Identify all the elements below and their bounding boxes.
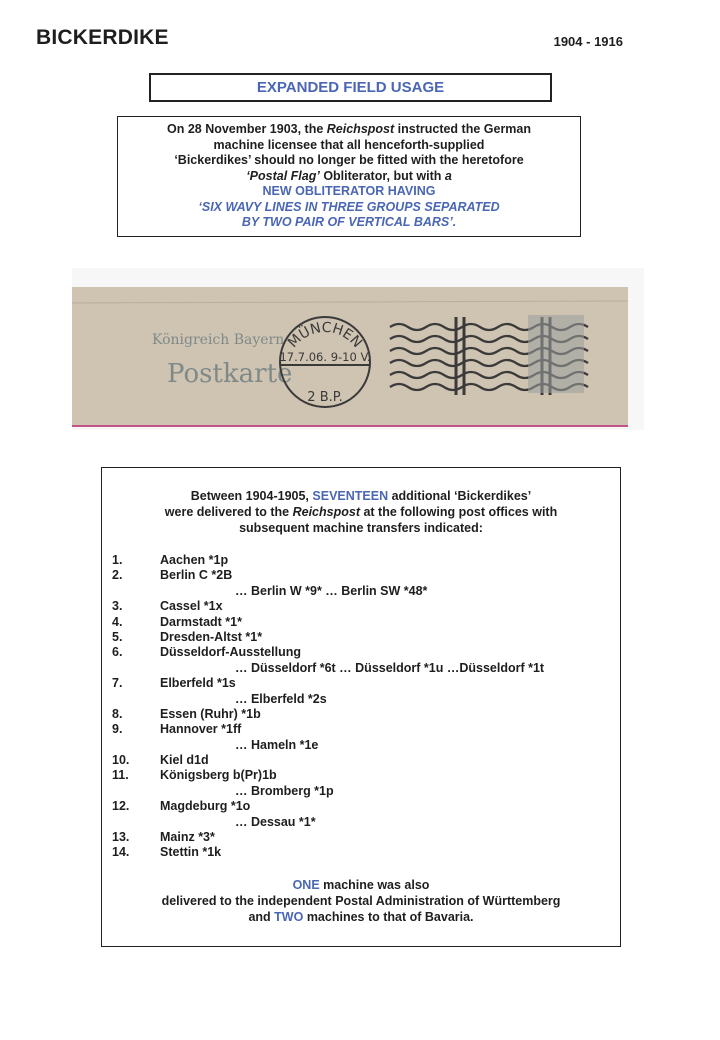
entry-number: 6.	[112, 645, 123, 660]
entry-number: 7.	[112, 676, 123, 691]
entry-office: Mainz *3*	[160, 830, 215, 845]
list-intro: Between 1904-1905, SEVENTEEN additional ‘Bickerdikes’ were delivered to the Reichspost at the following post offices with subsequent machine transfers indicated:	[164, 489, 558, 535]
list-item	[102, 568, 620, 583]
card-preprint-main: Postkarte	[167, 359, 293, 389]
list-item	[102, 784, 620, 799]
postmark-city: MÜNCHEN	[285, 319, 366, 351]
list-item	[102, 615, 620, 630]
date-range: 1904 - 1916	[553, 34, 623, 49]
entry-number: 10.	[112, 753, 130, 768]
entry-transfer: … Düsseldorf *6t … Düsseldorf *1u …Düsseldorf *1t	[235, 660, 545, 675]
entry-number: 13.	[112, 830, 130, 845]
page-title: BICKERDIKE	[36, 26, 169, 49]
list-item	[102, 599, 620, 614]
entry-office: Aachen *1p	[160, 553, 229, 567]
entry-office: Hannover *1ff	[160, 722, 242, 737]
entry-number: 14.	[112, 845, 130, 860]
list-item	[102, 584, 620, 599]
list-item	[102, 645, 620, 660]
entry-office: Düsseldorf-Ausstellung	[160, 645, 301, 660]
entry-number: 1.	[112, 553, 123, 567]
list-outro: ONE machine was also delivered to the independent Postal Administration of Württemberg and TWO machines to that of Bavaria.	[161, 877, 561, 924]
entry-number: 11.	[112, 768, 129, 783]
entry-number: 12.	[112, 799, 130, 814]
section-title-box	[149, 73, 552, 102]
list-item	[102, 707, 620, 722]
list-item	[102, 692, 620, 707]
postmark-date: 17.7.06. 9-10 V.	[279, 350, 371, 364]
card-preprint-top: Königreich Bayern	[152, 332, 285, 348]
list-item	[102, 768, 620, 783]
entry-transfer: … Berlin W *9* … Berlin SW *48*	[235, 583, 428, 598]
entry-transfer: … Bromberg *1p	[235, 783, 334, 798]
printed-stamp	[528, 315, 584, 393]
entry-office: Essen (Ruhr) *1b	[160, 706, 261, 721]
entry-office: Berlin C *2B	[160, 568, 233, 583]
list-item	[102, 738, 620, 753]
entry-office: Dresden-Altst *1*	[160, 629, 263, 644]
intro-line-4: ‘Postal Flag’ Obliterator, but with a	[246, 168, 452, 183]
intro-line-3: ‘Bickerdikes’ should no longer be fitted with the heretofore	[174, 153, 524, 167]
intro-highlight-1: NEW OBLITERATOR HAVING	[262, 184, 436, 198]
entry-number: 4.	[112, 614, 123, 629]
list-item	[102, 553, 620, 568]
entry-office: Kiel d1d	[160, 753, 209, 768]
offices-list-box	[101, 467, 621, 947]
entry-transfer: … Hameln *1e	[235, 737, 319, 752]
entry-office: Königsberg b(Pr)1b	[160, 768, 277, 783]
entry-number: 5.	[112, 629, 123, 644]
intro-highlight-2: ‘SIX WAVY LINES IN THREE GROUPS SEPARATED	[198, 199, 500, 214]
entry-number: 9.	[112, 722, 123, 737]
list-item	[102, 630, 620, 645]
entry-number: 8.	[112, 706, 123, 721]
entry-office: Stettin *1k	[160, 845, 222, 860]
list-item	[102, 661, 620, 676]
entry-office: Elberfeld *1s	[160, 676, 236, 691]
entry-office: Cassel *1x	[160, 599, 223, 614]
intro-line-1: On 28 November 1903, the Reichspost instructed the German	[166, 122, 532, 136]
intro-highlight-3: BY TWO PAIR OF VERTICAL BARS’.	[241, 215, 457, 229]
list-item	[102, 815, 620, 830]
entry-office: Magdeburg *1o	[160, 799, 251, 814]
entry-number: 2.	[112, 568, 123, 583]
list-item	[102, 845, 620, 860]
list-item	[102, 830, 620, 845]
list-item	[102, 676, 620, 691]
postmark-office: 2 B.P.	[307, 390, 343, 405]
intro-line-2: machine licensee that all henceforth-supplied	[213, 137, 485, 152]
office-entries	[102, 553, 620, 861]
entry-office: Darmstadt *1*	[160, 614, 242, 629]
entry-transfer: … Elberfeld *2s	[235, 691, 327, 706]
list-item	[102, 753, 620, 768]
section-title: EXPANDED FIELD USAGE	[256, 79, 445, 96]
list-item	[102, 722, 620, 737]
postcard-image	[72, 287, 628, 427]
list-item	[102, 799, 620, 814]
intro-text-box	[117, 116, 581, 237]
entry-transfer: … Dessau *1*	[235, 814, 316, 829]
entry-number: 3.	[112, 599, 123, 614]
